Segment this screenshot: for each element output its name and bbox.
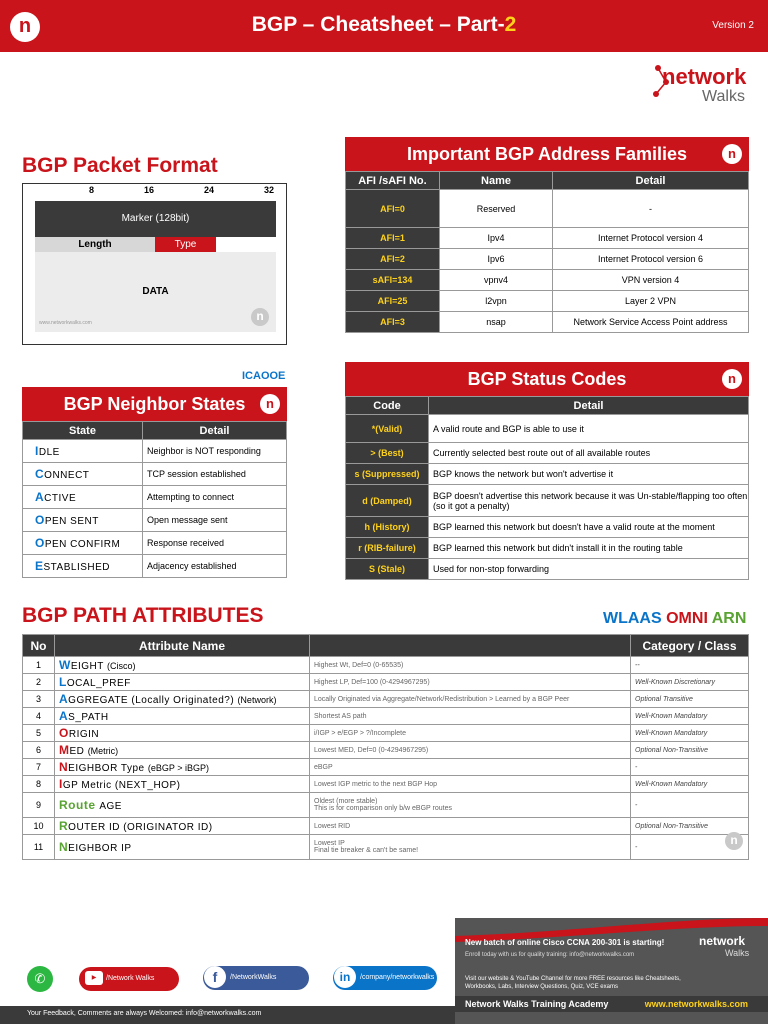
attr-category: -- — [631, 657, 749, 674]
attr-category: Optional Transitive — [631, 691, 749, 708]
col-header: Name — [440, 172, 553, 190]
brand-name: network — [662, 64, 747, 89]
path-attributes-table — [22, 634, 749, 860]
table-row — [23, 835, 749, 860]
afi-name: Ipv6 — [440, 249, 553, 270]
attr-name: ORIGIN — [55, 725, 310, 742]
attr-criteria: Locally Originated via Aggregate/Network/Redistribution > Learned by a BGP Peer — [310, 691, 631, 708]
table-row — [23, 708, 749, 725]
attr-category: Optional Non-Transitive — [631, 742, 749, 759]
table-row — [23, 657, 749, 674]
bit-label: 8 — [89, 185, 95, 195]
attr-name: MED (Metric) — [55, 742, 310, 759]
afi-number: AFI=25 — [346, 291, 440, 312]
attr-number: 7 — [23, 759, 55, 776]
col-header — [310, 635, 631, 657]
table-row — [346, 249, 749, 270]
status-code: r (RIB-failure) — [346, 538, 429, 559]
table-row — [346, 517, 749, 538]
table-row — [346, 228, 749, 249]
attr-category: Well-Known Mandatory — [631, 725, 749, 742]
attr-number: 8 — [23, 776, 55, 793]
attr-number: 2 — [23, 674, 55, 691]
attr-criteria: Highest Wt, Def=0 (0-65535) — [310, 657, 631, 674]
packet-format-title: BGP Packet Format — [22, 154, 218, 177]
neighbor-states-title: BGP Neighbor States n — [22, 387, 287, 421]
afi-name: vpnv4 — [440, 270, 553, 291]
page-title: BGP – Cheatsheet – Part-2 — [251, 13, 517, 36]
attr-number: 1 — [23, 657, 55, 674]
youtube-link[interactable]: ▶ /Network Walks — [79, 967, 179, 991]
brand-logo-icon: n — [10, 12, 40, 42]
afi-name: nsap — [440, 312, 553, 333]
afi-detail: Network Service Access Point address — [553, 312, 749, 333]
brand-subname: Walks — [702, 88, 745, 105]
afi-detail: Layer 2 VPN — [553, 291, 749, 312]
status-detail: Currently selected best route out of all available routes — [429, 443, 749, 464]
table-row — [346, 559, 749, 580]
attr-name: AS_PATH — [55, 708, 310, 725]
status-code: s (Suppressed) — [346, 464, 429, 485]
promo-line-1: New batch of online Cisco CCNA 200-301 is starting! — [465, 938, 665, 947]
bit-label: 16 — [144, 185, 155, 195]
marker-field: Marker (128bit) — [35, 201, 276, 237]
table-row — [346, 190, 749, 228]
attr-name: Route AGE — [55, 793, 310, 818]
state-detail: Attempting to connect — [143, 486, 287, 509]
attr-number: 4 — [23, 708, 55, 725]
attr-number: 5 — [23, 725, 55, 742]
table-row — [23, 691, 749, 708]
feedback-bar — [0, 1006, 455, 1024]
neighbor-states-table — [22, 387, 287, 578]
table-row — [346, 415, 749, 443]
col-header: Category / Class — [631, 635, 749, 657]
attr-criteria: i/IGP > e/EGP > ?/Incomplete — [310, 725, 631, 742]
address-families-table — [345, 137, 749, 333]
status-detail: Used for non-stop forwarding — [429, 559, 749, 580]
header-bar — [0, 0, 768, 52]
attr-number: 9 — [23, 793, 55, 818]
path-mnemonic: WLAAS OMNI ARN — [603, 610, 747, 627]
afi-number: sAFI=134 — [346, 270, 440, 291]
academy-name: Network Walks Training Academy — [465, 999, 609, 1009]
feedback-text: Your Feedback, Comments are always Welcomed: info@networkwalks.com — [27, 1010, 262, 1017]
afi-detail: - — [553, 190, 749, 228]
n-logo-icon: n — [722, 369, 742, 389]
attr-criteria: eBGP — [310, 759, 631, 776]
attr-name: IGP Metric (NEXT_HOP) — [55, 776, 310, 793]
col-header: Detail — [553, 172, 749, 190]
afi-name: l2vpn — [440, 291, 553, 312]
status-detail: BGP knows the network but won't advertise it — [429, 464, 749, 485]
col-header: No — [23, 635, 55, 657]
state-name: ESTABLISHED — [23, 555, 143, 578]
state-detail: Response received — [143, 532, 287, 555]
data-field: DATA — [35, 252, 276, 332]
afi-number: AFI=3 — [346, 312, 440, 333]
state-detail: Open message sent — [143, 509, 287, 532]
table-row — [23, 440, 287, 463]
table-row — [346, 291, 749, 312]
status-code: > (Best) — [346, 443, 429, 464]
status-code: d (Damped) — [346, 485, 429, 517]
attr-number: 6 — [23, 742, 55, 759]
promo-line-3: Visit our website & YouTube Channel for more FREE resources like Cheatsheets, Workbooks, Labs, Interview Questions, Quiz, VCE exams — [465, 976, 681, 990]
attr-name: NEIGHBOR Type (eBGP > iBGP) — [55, 759, 310, 776]
attr-number: 3 — [23, 691, 55, 708]
state-detail: Neighbor is NOT responding — [143, 440, 287, 463]
afi-name: Reserved — [440, 190, 553, 228]
path-attributes-title: BGP PATH ATTRIBUTES — [22, 604, 264, 627]
status-detail: A valid route and BGP is able to use it — [429, 415, 749, 443]
n-logo-icon: n — [722, 144, 742, 164]
state-detail: Adjacency established — [143, 555, 287, 578]
attr-name: LOCAL_PREF — [55, 674, 310, 691]
table-row — [23, 463, 287, 486]
attr-category: - — [631, 759, 749, 776]
table-row — [346, 485, 749, 517]
promo-brand-sub: Walks — [725, 948, 750, 958]
length-field: Length — [35, 237, 155, 252]
attr-category: Well-Known Discretionary — [631, 674, 749, 691]
linkedin-link[interactable]: in /company/networkwalks — [333, 966, 437, 990]
col-header: AFI /sAFI No. — [346, 172, 440, 190]
table-row — [23, 486, 287, 509]
address-families-title: Important BGP Address Families n — [345, 137, 749, 171]
col-header: Code — [346, 397, 429, 415]
table-row — [23, 742, 749, 759]
table-row — [23, 725, 749, 742]
attr-name: NEIGHBOR IP — [55, 835, 310, 860]
table-row — [23, 674, 749, 691]
watermark: www.networkwalks.com — [39, 320, 92, 326]
attr-number: 11 — [23, 835, 55, 860]
attr-criteria: Lowest RID — [310, 818, 631, 835]
academy-bar — [455, 996, 768, 1012]
afi-detail: Internet Protocol version 4 — [553, 228, 749, 249]
attr-criteria: Oldest (more stable) This is for comparison only b/w eBGP routes — [310, 793, 631, 818]
status-code: h (History) — [346, 517, 429, 538]
bit-label: 32 — [264, 185, 275, 195]
attr-category: Optional Non-Transitive — [631, 818, 749, 835]
attr-criteria: Lowest IGP metric to the next BGP Hop — [310, 776, 631, 793]
table-row — [346, 464, 749, 485]
table-row — [23, 509, 287, 532]
state-name: OPEN SENT — [23, 509, 143, 532]
state-detail: TCP session established — [143, 463, 287, 486]
packet-format-diagram — [22, 183, 287, 345]
attr-category: Well-Known Mandatory — [631, 776, 749, 793]
promo-panel — [455, 918, 768, 1024]
col-header: Detail — [429, 397, 749, 415]
attr-number: 10 — [23, 818, 55, 835]
state-name: ACTIVE — [23, 486, 143, 509]
table-row — [346, 312, 749, 333]
afi-detail: VPN version 4 — [553, 270, 749, 291]
version-label: Version 2 — [712, 20, 754, 31]
status-detail: BGP doesn't advertise this network because it was Un-stable/flapping too often (so it got a penalty) — [429, 485, 749, 517]
facebook-link[interactable]: f /NetworkWalks — [203, 966, 309, 990]
table-row — [23, 532, 287, 555]
status-codes-title: BGP Status Codes n — [345, 362, 749, 396]
afi-number: AFI=2 — [346, 249, 440, 270]
state-name: IDLE — [23, 440, 143, 463]
whatsapp-icon[interactable]: ✆ — [27, 966, 53, 992]
attr-criteria: Highest LP, Def=100 (0-4294967295) — [310, 674, 631, 691]
attr-name: AGGREGATE (Locally Originated?) (Network) — [55, 691, 310, 708]
afi-number: AFI=1 — [346, 228, 440, 249]
attr-name: ROUTER ID (ORIGINATOR ID) — [55, 818, 310, 835]
col-header: Attribute Name — [55, 635, 310, 657]
attr-category: - — [631, 793, 749, 818]
afi-detail: Internet Protocol version 6 — [553, 249, 749, 270]
afi-name: Ipv4 — [440, 228, 553, 249]
status-detail: BGP learned this network but didn't install it in the routing table — [429, 538, 749, 559]
table-row — [23, 555, 287, 578]
youtube-icon: ▶ — [85, 971, 103, 985]
promo-brand: network — [699, 934, 746, 948]
attr-criteria: Lowest MED, Def=0 (0-4294967295) — [310, 742, 631, 759]
state-name: OPEN CONFIRM — [23, 532, 143, 555]
promo-line-2: Enroll today with us for quality training: info@networkwalks.com — [465, 952, 635, 958]
status-codes-table — [345, 362, 749, 580]
attr-criteria: Shortest AS path — [310, 708, 631, 725]
table-row — [346, 443, 749, 464]
n-logo-icon: n — [251, 308, 269, 326]
state-name: CONNECT — [23, 463, 143, 486]
icaooe-mnemonic: ICAOOE — [242, 370, 286, 382]
status-detail: BGP learned this network but doesn't have a valid route at the moment — [429, 517, 749, 538]
table-row — [23, 793, 749, 818]
table-row — [23, 759, 749, 776]
col-header: Detail — [143, 422, 287, 440]
attr-category: Well-Known Mandatory — [631, 708, 749, 725]
attr-name: WEIGHT (Cisco) — [55, 657, 310, 674]
attr-category: - — [631, 835, 749, 860]
network-walks-logo — [652, 60, 752, 110]
table-row — [23, 818, 749, 835]
col-header: State — [23, 422, 143, 440]
n-logo-icon: n — [260, 394, 280, 414]
status-code: *(Valid) — [346, 415, 429, 443]
attr-criteria: Lowest IP Final tie breaker & can't be same! — [310, 835, 631, 860]
table-row — [346, 538, 749, 559]
status-code: S (Stale) — [346, 559, 429, 580]
linkedin-icon: in — [334, 966, 356, 988]
website-link[interactable]: www.networkwalks.com — [644, 999, 748, 1009]
type-field: Type — [155, 237, 216, 252]
n-logo-icon: n — [725, 832, 743, 850]
bit-label: 24 — [204, 185, 215, 195]
table-row — [23, 776, 749, 793]
table-row — [346, 270, 749, 291]
afi-number: AFI=0 — [346, 190, 440, 228]
facebook-icon: f — [204, 966, 226, 988]
